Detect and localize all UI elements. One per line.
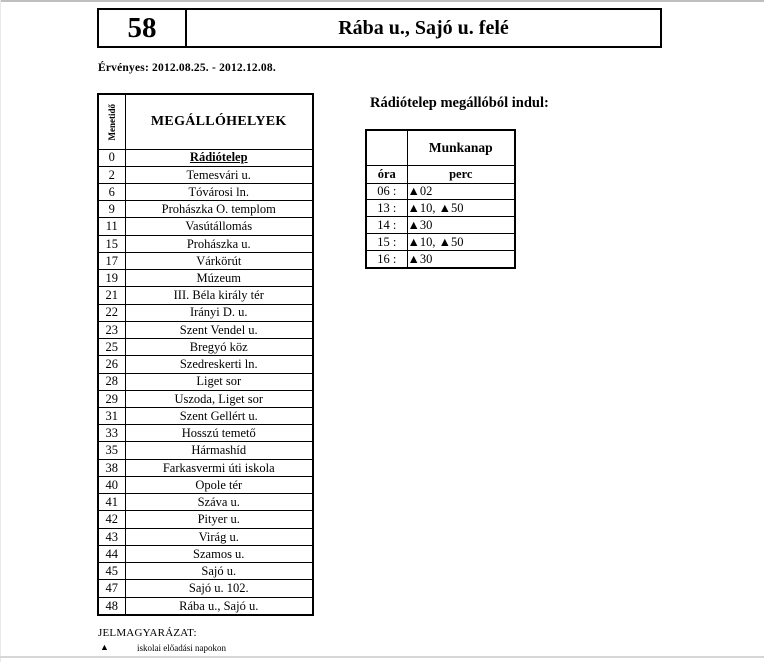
stop-name: Vasútállomás bbox=[125, 218, 313, 235]
stop-row bbox=[98, 494, 313, 511]
window-bottom-edge bbox=[0, 656, 764, 658]
stop-name: Múzeum bbox=[125, 270, 313, 287]
route-number: 58 bbox=[99, 10, 187, 46]
stop-row bbox=[98, 528, 313, 545]
stop-row bbox=[98, 304, 313, 321]
departure-hour: 14 : bbox=[366, 217, 407, 234]
stop-row bbox=[98, 183, 313, 200]
window-top-edge bbox=[0, 0, 764, 2]
stop-name: Prohászka u. bbox=[125, 235, 313, 252]
travel-time-value: 2 bbox=[98, 166, 125, 183]
travel-time-value: 22 bbox=[98, 304, 125, 321]
departure-hour: 15 : bbox=[366, 234, 407, 251]
stop-row bbox=[98, 321, 313, 338]
travel-time-value: 23 bbox=[98, 321, 125, 338]
stop-row bbox=[98, 270, 313, 287]
stop-name: Várkörút bbox=[125, 252, 313, 269]
stop-name: III. Béla király tér bbox=[125, 287, 313, 304]
travel-time-value: 42 bbox=[98, 511, 125, 528]
departures-table bbox=[365, 129, 516, 269]
travel-time-value: 28 bbox=[98, 373, 125, 390]
stop-name: Pityer u. bbox=[125, 511, 313, 528]
departure-minutes: ▲10, ▲50 bbox=[407, 200, 515, 217]
stop-row bbox=[98, 252, 313, 269]
stop-name: Bregyó köz bbox=[125, 339, 313, 356]
stop-row bbox=[98, 218, 313, 235]
departure-row bbox=[366, 183, 515, 200]
stop-name: Irányi D. u. bbox=[125, 304, 313, 321]
departure-hour: 16 : bbox=[366, 251, 407, 269]
stop-name: Opole tér bbox=[125, 476, 313, 493]
stop-row bbox=[98, 459, 313, 476]
stop-row bbox=[98, 201, 313, 218]
stop-row bbox=[98, 390, 313, 407]
travel-time-value: 15 bbox=[98, 235, 125, 252]
stop-name: Szedreskerti ln. bbox=[125, 356, 313, 373]
stop-name: Rádiótelep bbox=[125, 149, 313, 166]
stop-row bbox=[98, 149, 313, 166]
minute-column-label: perc bbox=[407, 165, 515, 183]
stop-name: Sajó u. bbox=[125, 563, 313, 580]
travel-time-value: 29 bbox=[98, 390, 125, 407]
travel-time-value: 33 bbox=[98, 425, 125, 442]
travel-time-value: 6 bbox=[98, 183, 125, 200]
stop-row bbox=[98, 408, 313, 425]
stop-row bbox=[98, 545, 313, 562]
travel-time-value: 31 bbox=[98, 408, 125, 425]
stop-name: Hármashíd bbox=[125, 442, 313, 459]
travel-time-value: 40 bbox=[98, 476, 125, 493]
travel-time-value: 26 bbox=[98, 356, 125, 373]
day-type-label: Munkanap bbox=[407, 130, 515, 165]
stop-row bbox=[98, 597, 313, 615]
departures-column-labels-row bbox=[366, 165, 515, 183]
travel-time-value: 21 bbox=[98, 287, 125, 304]
departure-row bbox=[366, 234, 515, 251]
stop-row bbox=[98, 580, 313, 597]
route-direction-title: Rába u., Sajó u. felé bbox=[338, 16, 509, 39]
stop-name: Szent Gellért u. bbox=[125, 408, 313, 425]
stops-column-header: MEGÁLLÓHELYEK bbox=[125, 94, 313, 149]
day-type-row bbox=[366, 130, 515, 165]
stop-row bbox=[98, 356, 313, 373]
stop-name: Szamos u. bbox=[125, 545, 313, 562]
stop-name: Liget sor bbox=[125, 373, 313, 390]
travel-time-column-header-cell bbox=[98, 94, 125, 149]
travel-time-value: 35 bbox=[98, 442, 125, 459]
travel-time-value: 48 bbox=[98, 597, 125, 615]
departures-title: Rádiótelep megállóból indul: bbox=[370, 95, 549, 111]
stop-name: Szent Vendel u. bbox=[125, 321, 313, 338]
stop-name: Farkasvermi úti iskola bbox=[125, 459, 313, 476]
stop-row bbox=[98, 511, 313, 528]
stop-row bbox=[98, 166, 313, 183]
stop-row bbox=[98, 563, 313, 580]
travel-time-value: 11 bbox=[98, 218, 125, 235]
departure-hour: 06 : bbox=[366, 183, 407, 200]
stop-row bbox=[98, 287, 313, 304]
stop-name: Sajó u. 102. bbox=[125, 580, 313, 597]
stop-row bbox=[98, 476, 313, 493]
stop-row bbox=[98, 339, 313, 356]
school-day-triangle-icon: ▲ bbox=[100, 642, 109, 652]
stop-name: Prohászka O. templom bbox=[125, 201, 313, 218]
stop-name: Temesvári u. bbox=[125, 166, 313, 183]
hour-column-label: óra bbox=[366, 165, 407, 183]
stops-table bbox=[97, 93, 314, 616]
stop-name: Hosszú temető bbox=[125, 425, 313, 442]
route-header-box bbox=[97, 8, 662, 48]
departure-minutes: ▲30 bbox=[407, 251, 515, 269]
legend-item-text: iskolai előadási napokon bbox=[137, 643, 226, 653]
travel-time-value: 17 bbox=[98, 252, 125, 269]
departure-hour: 13 : bbox=[366, 200, 407, 217]
window-left-edge bbox=[0, 0, 1, 662]
departure-row bbox=[366, 200, 515, 217]
day-type-empty-cell bbox=[366, 130, 407, 165]
stop-name: Száva u. bbox=[125, 494, 313, 511]
stop-row bbox=[98, 442, 313, 459]
departure-minutes: ▲10, ▲50 bbox=[407, 234, 515, 251]
legend-title: JELMAGYARÁZAT: bbox=[98, 627, 197, 639]
travel-time-value: 47 bbox=[98, 580, 125, 597]
travel-time-value: 19 bbox=[98, 270, 125, 287]
travel-time-value: 43 bbox=[98, 528, 125, 545]
travel-time-column-header: Menetidő bbox=[106, 103, 117, 140]
travel-time-value: 38 bbox=[98, 459, 125, 476]
departure-row bbox=[366, 251, 515, 269]
stop-name: Uszoda, Liget sor bbox=[125, 390, 313, 407]
travel-time-value: 44 bbox=[98, 545, 125, 562]
stop-row bbox=[98, 373, 313, 390]
stop-name: Rába u., Sajó u. bbox=[125, 597, 313, 615]
stop-name: Virág u. bbox=[125, 528, 313, 545]
validity-period: Érvényes: 2012.08.25. - 2012.12.08. bbox=[98, 62, 276, 74]
departure-row bbox=[366, 217, 515, 234]
stop-name: Tóvárosi ln. bbox=[125, 183, 313, 200]
travel-time-value: 9 bbox=[98, 201, 125, 218]
stop-row bbox=[98, 235, 313, 252]
travel-time-value: 0 bbox=[98, 149, 125, 166]
travel-time-value: 25 bbox=[98, 339, 125, 356]
travel-time-value: 45 bbox=[98, 563, 125, 580]
stop-row bbox=[98, 425, 313, 442]
travel-time-value: 41 bbox=[98, 494, 125, 511]
stops-table-header-row bbox=[98, 94, 313, 149]
departure-minutes: ▲02 bbox=[407, 183, 515, 200]
departure-minutes: ▲30 bbox=[407, 217, 515, 234]
